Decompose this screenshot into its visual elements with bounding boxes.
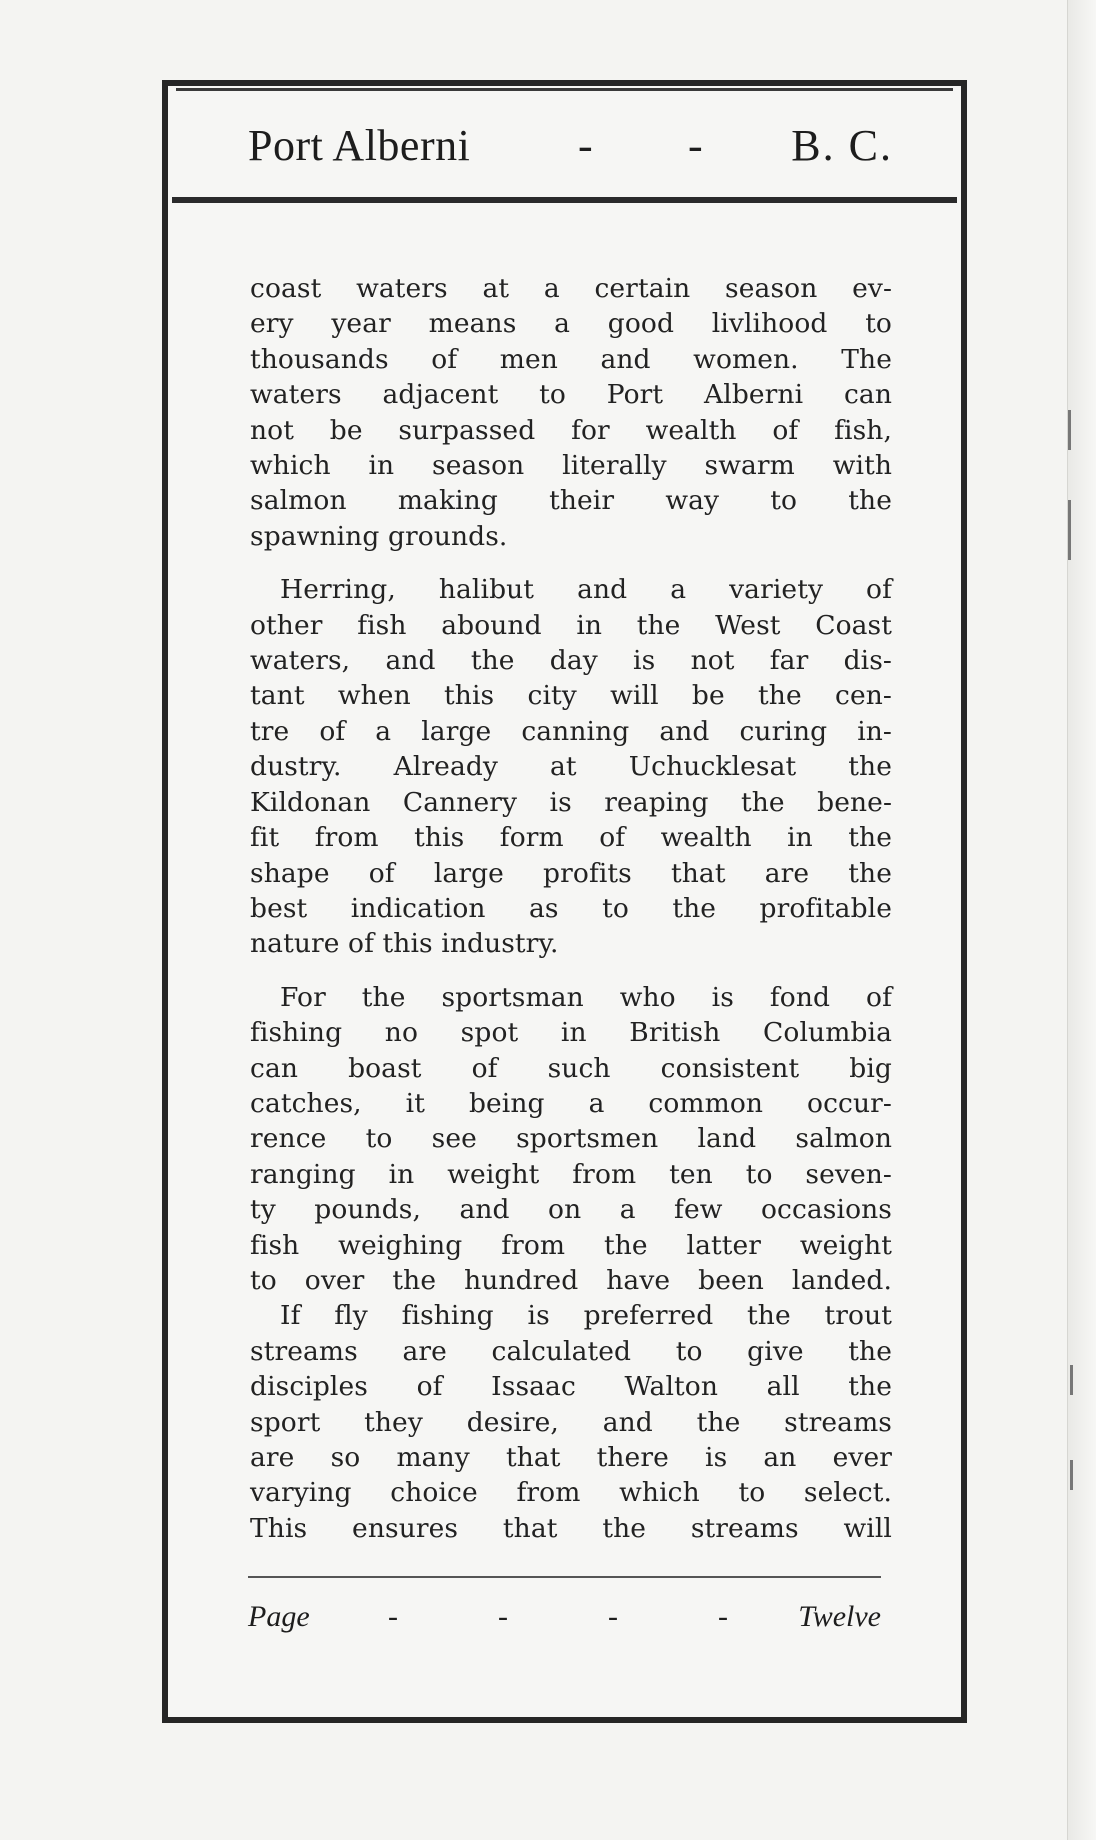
text-line: For the sportsman who is fond of [280, 981, 892, 1013]
text-line: ranging in weight from ten to seven- [250, 1158, 892, 1190]
text-line: fishing no spot in British Columbia [250, 1017, 892, 1049]
text-line: thousands of men and women. The [250, 343, 892, 375]
text-line: salmon making their way to the [250, 485, 892, 517]
text-line: streams are calculated to give the [250, 1335, 892, 1367]
paragraph-4 [250, 1298, 892, 1546]
footer-page-label: Page [248, 1600, 310, 1633]
text-line: catches, it being a common occur- [250, 1087, 892, 1119]
header-bottom-rule [172, 197, 957, 203]
text-line: sport they desire, and the streams [250, 1406, 892, 1438]
page-frame [162, 80, 967, 1723]
text-line: best indication as to the profitable [250, 892, 892, 924]
text-line: can boast of such consistent big [250, 1052, 892, 1084]
text-line: coast waters at a certain season ev- [250, 273, 892, 304]
header-town: Port Alberni [248, 121, 471, 170]
text-line: disciples of Issaac Walton all the [250, 1371, 892, 1403]
text-line: ery year means a good livlihood to [250, 308, 892, 340]
text-line: fish weighing from the latter weight [250, 1229, 892, 1261]
text-line: ty pounds, and on a few occasions [250, 1194, 892, 1226]
paragraph-3 [250, 980, 892, 1299]
footer-dash: - [388, 1600, 398, 1633]
footer-dash: - [608, 1600, 618, 1633]
scan-edge [1067, 0, 1096, 1840]
text-line: nature of this industry. [250, 928, 559, 960]
text-line: This ensures that the streams will [250, 1512, 892, 1544]
text-line: which in season literally swarm with [250, 450, 892, 482]
header-dash-1: - [578, 121, 593, 170]
footer-dashes [388, 1600, 728, 1634]
text-line: rence to see sportsmen land salmon [250, 1123, 892, 1155]
header-province: B. C. [791, 121, 893, 170]
text-line: tant when this city will be the cen- [250, 680, 892, 712]
text-line: waters adjacent to Port Alberni can [250, 379, 892, 411]
text-line: are so many that there is an ever [250, 1442, 892, 1473]
paragraph-1 [250, 271, 892, 554]
text-line: varying choice from which to select. [250, 1477, 892, 1509]
binding-mark [1068, 410, 1071, 450]
text-line: waters, and the day is not far dis- [250, 645, 892, 677]
header-dash-2: - [688, 121, 703, 170]
body-text [250, 271, 892, 1546]
paragraph-2 [250, 572, 892, 961]
text-line: tre of a large canning and curing in- [250, 715, 892, 747]
running-header [168, 98, 961, 254]
text-line: Kildonan Cannery is reaping the bene- [250, 786, 892, 818]
header-top-rule [176, 88, 953, 91]
text-line: If fly fishing is preferred the trout [280, 1300, 892, 1332]
text-line: fit from this form of wealth in the [250, 822, 892, 854]
text-line: to over the hundred have been landed. [250, 1264, 892, 1296]
footer-rule [248, 1576, 881, 1578]
footer-dash: - [718, 1600, 728, 1633]
binding-mark [1070, 1460, 1073, 1490]
text-line: spawning grounds. [250, 520, 508, 552]
footer-dash: - [498, 1600, 508, 1633]
text-line: dustry. Already at Uchucklesat the [250, 751, 892, 783]
text-line: shape of large profits that are the [250, 857, 892, 889]
running-footer [248, 1594, 881, 1644]
text-line: other fish abound in the West Coast [250, 609, 892, 641]
footer-page-number: Twelve [798, 1600, 881, 1633]
text-line: Herring, halibut and a variety of [280, 574, 892, 606]
text-line: not be surpassed for wealth of fish, [250, 414, 892, 446]
binding-mark [1070, 1365, 1073, 1395]
binding-mark [1068, 500, 1071, 560]
